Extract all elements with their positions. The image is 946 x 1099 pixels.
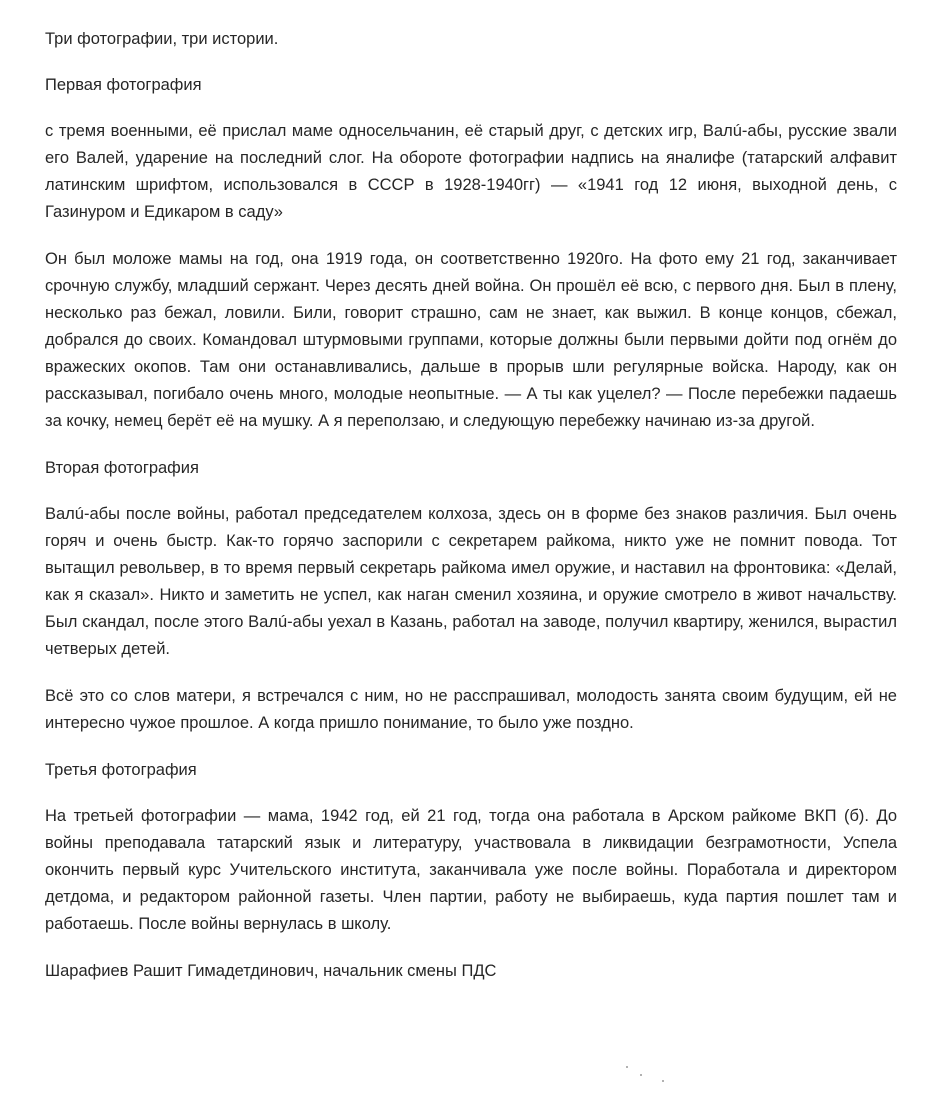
document-title: Три фотографии, три истории.: [45, 30, 279, 48]
section-heading-second-photo: Вторая фотография: [45, 459, 199, 477]
document-page: [45, 26, 897, 985]
section-heading-third-photo: Третья фотография: [45, 761, 197, 779]
paragraph-first-photo-description: с тремя военными, её прислал маме односельчанин, её старый друг, с детских игр, Валú-абы, русские звали его Валей, ударение на последний слог. На обороте фотографии надпись на яналифе (татарский алфавит латинским шрифтом, использовался в СССР в 1928-1940гг) — «1941 год 12 июня, выходной день, с Газинуром и Едикаром в саду»: [45, 122, 897, 221]
scan-speck: [626, 1066, 628, 1068]
section-heading-first-photo: Первая фотография: [45, 76, 202, 94]
scan-speck: [662, 1080, 664, 1082]
scan-speck: [640, 1074, 642, 1076]
paragraph-first-photo-story: Он был моложе мамы на год, она 1919 года, он соответственно 1920го. На фото ему 21 год, заканчивает срочную службу, младший сержант. Через десять дней война. Он прошёл её всю, с первого дня. Был в плену, несколько раз бежал, ловили. Били, говорит страшно, сам не знает, как выжил. В конце концов, сбежал, добрался до своих. Командовал штурмовыми группами, которые должны были первыми дойти под огнём до вражеских окопов. Там они останавливались, дальше в прорыв шли регулярные войска. Народу, как он рассказывал, погибало очень много, молодые неопытные. — А ты как уцелел? — После перебежки падаешь за кочку, немец берёт её на мушку. А я переползаю, и следующую перебежку начинаю из-за другой.: [45, 250, 897, 430]
paragraph-second-photo-story: Валú-абы после войны, работал председателем колхоза, здесь он в форме без знаков различия. Был очень горяч и очень быстр. Как-то горячо заспорили с секретарем райкома, никто уже не помнит повода. Тот вытащил револьвер, в то время первый секретарь райкома имел оружие, и наставил на фронтовика: «Делай, как я сказал». Никто и заметить не успел, как наган сменил хозяина, и оружие смотрело в живот начальству. Был скандал, после этого Валú-абы уехал в Казань, работал на заводе, получил квартиру, женился, вырастил четверых детей.: [45, 505, 897, 658]
paragraph-third-photo-story: На третьей фотографии — мама, 1942 год, ей 21 год, тогда она работала в Арском райкоме ВКП (б). До войны преподавала татарский язык и литературу, участвовала в ликвидации безграмотности, Успела окончить первый курс Учительского института, заканчивала уже после войны. Поработала и директором детдома, и редактором районной газеты. Член партии, работу не выбираешь, куда партия пошлет там и работаешь. После войны вернулась в школу.: [45, 807, 897, 933]
author-signature: Шарафиев Рашит Гимадетдинович, начальник смены ПДС: [45, 962, 497, 980]
paragraph-second-photo-reflection: Всё это со слов матери, я встречался с ним, но не расспрашивал, молодость занята своим будущим, ей не интересно чужое прошлое. А когда пришло понимание, то было уже поздно.: [45, 687, 897, 732]
